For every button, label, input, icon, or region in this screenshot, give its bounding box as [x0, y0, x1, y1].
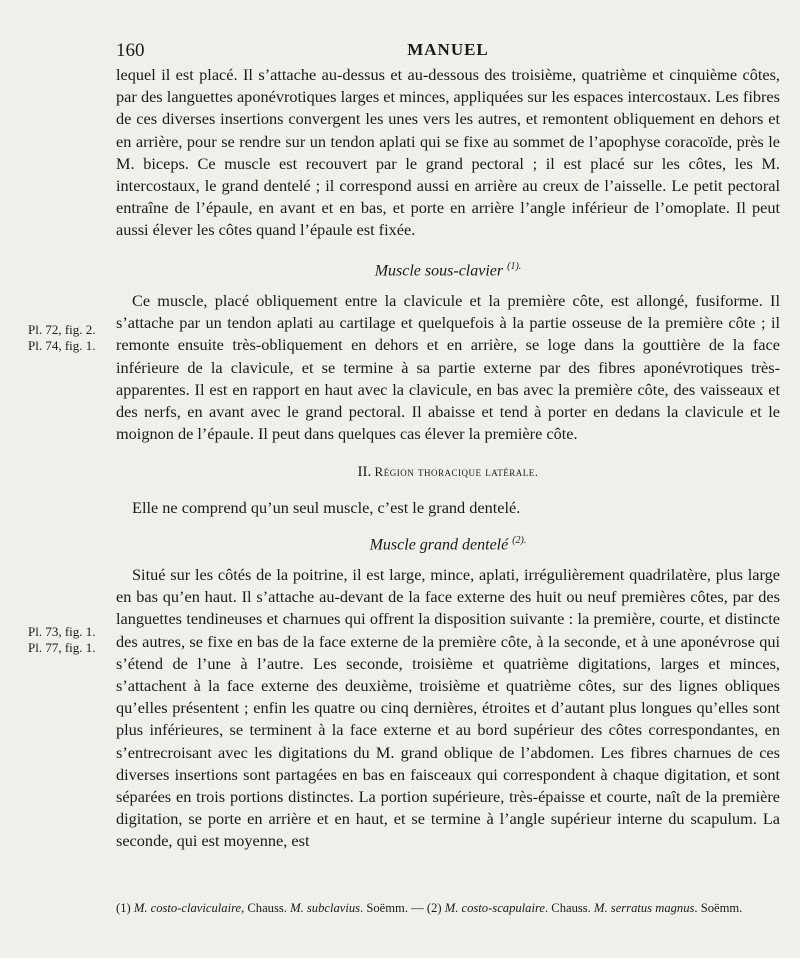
plate-ref: Pl. 72, fig. 2. [28, 322, 96, 337]
plate-ref: Pl. 73, fig. 1. [28, 624, 96, 639]
paragraph-sous-clavier: Ce muscle, placé obliquement entre la clavicule et la première côte, est allongé, fusiforme. Il s’attache par un tendon aplati au cartilage et quelquefois à la partie osseuse de la première côte ; il remonte ensuite très-obliquement en dehors et en arrière, se loge dans la gouttière de la face inférieure de la clavicule, et se termine à sa partie externe par des fibres aponévrotiques très-apparentes. Il est en rapport en haut avec la clavicule, en bas avec la première côte, des vaisseaux et des nerfs, en avant avec le grand pectoral. Il abaisse et tend à porter en dedans la clavicule et le moignon de l’épaule. Il peut dans quelques cas élever la première côte. [116, 290, 780, 444]
section-title: II. Région thoracique latérale. [357, 464, 539, 481]
body-text [116, 64, 780, 853]
margin-plate-refs-1 [28, 322, 96, 354]
paragraph-region-intro: Elle ne comprend qu’un seul muscle, c’est le grand dentelé. [132, 498, 521, 518]
heading-grand-dentele: Muscle grand dentelé $^{(2).}$ [369, 534, 527, 553]
heading-sous-clavier: Muscle sous-clavier $^{(1).}$ [374, 260, 522, 279]
paragraph-grand-dentele: Situé sur les côtés de la poitrine, il est large, mince, aplati, irrégulièrement quadrilatère, plus large en bas qu’en haut. Il s’attache au-devant de la face externe des huit ou neuf premières côtes, par des languettes tendineuses et charnues qui offrent la disposition suivante : la première, courte, et distincte des autres, se fixe en bas de la face externe de la première côte, à la seconde, et à une aponévrose qui s’étend de l’une à l’autre. Les seconde, troisième et quatrième digitations, larges et minces, s’attachent à la face externe des deuxième, troisième et quatrième côtes, sur des lignes obliques qu’elles présentent ; enfin les quatre ou cinq dernières, étroites et d’autant plus longues qu’elles sont plus inférieures, se terminent à la face externe et au bord supérieur des côtes correspondantes, en s’entrecroisant avec les digitations du M. grand oblique de l’abdomen. Les fibres charnues de ces diverses insertions sont partagées en bas en faisceaux qui correspondent à chaque digitation, et sont séparées en trois portions distinctes. La portion supérieure, très-épaisse et courte, naît de la première digitation, se porte en arrière et en haut, et se termine à l’angle supérieur interne du scapulum. La seconde, qui est moyenne, est [116, 564, 780, 851]
page-header [116, 40, 780, 64]
footnotes: (1) M. costo-claviculaire, Chauss. M. subclavius. Soëmm. — (2) M. costo-scapulaire. Chauss. M. serratus magnus. Soëmm. [116, 901, 743, 915]
page-number: 160 [116, 40, 145, 61]
running-title: MANUEL [407, 40, 489, 59]
plate-ref: Pl. 77, fig. 1. [28, 640, 96, 655]
margin-plate-refs-2 [28, 624, 96, 656]
paragraph-pectoral-continued: lequel il est placé. Il s’attache au-dessus et au-dessous des troisième, quatrième et cinquième côtes, par des languettes aponévrotiques larges et minces, appliquées sur les espaces intercostaux. Les fibres de ces diverses insertions convergent les unes vers les autres, et remontent obliquement en dehors et en arrière, pour se rendre sur un tendon aplati qui se fixe au sommet de l’apophyse coracoïde, près le M. biceps. Ce muscle est recouvert par le grand pectoral ; il est placé sur les côtes, les M. intercostaux, le grand dentelé ; il correspond aussi en arrière au creux de l’aisselle. Le petit pectoral entraîne de l’épaule, en avant et en bas, et porte en arrière l’angle inférieur de l’omoplate. Il peut aussi élever les côtes quand l’épaule est fixée. [116, 65, 780, 240]
plate-ref: Pl. 74, fig. 1. [28, 338, 96, 353]
